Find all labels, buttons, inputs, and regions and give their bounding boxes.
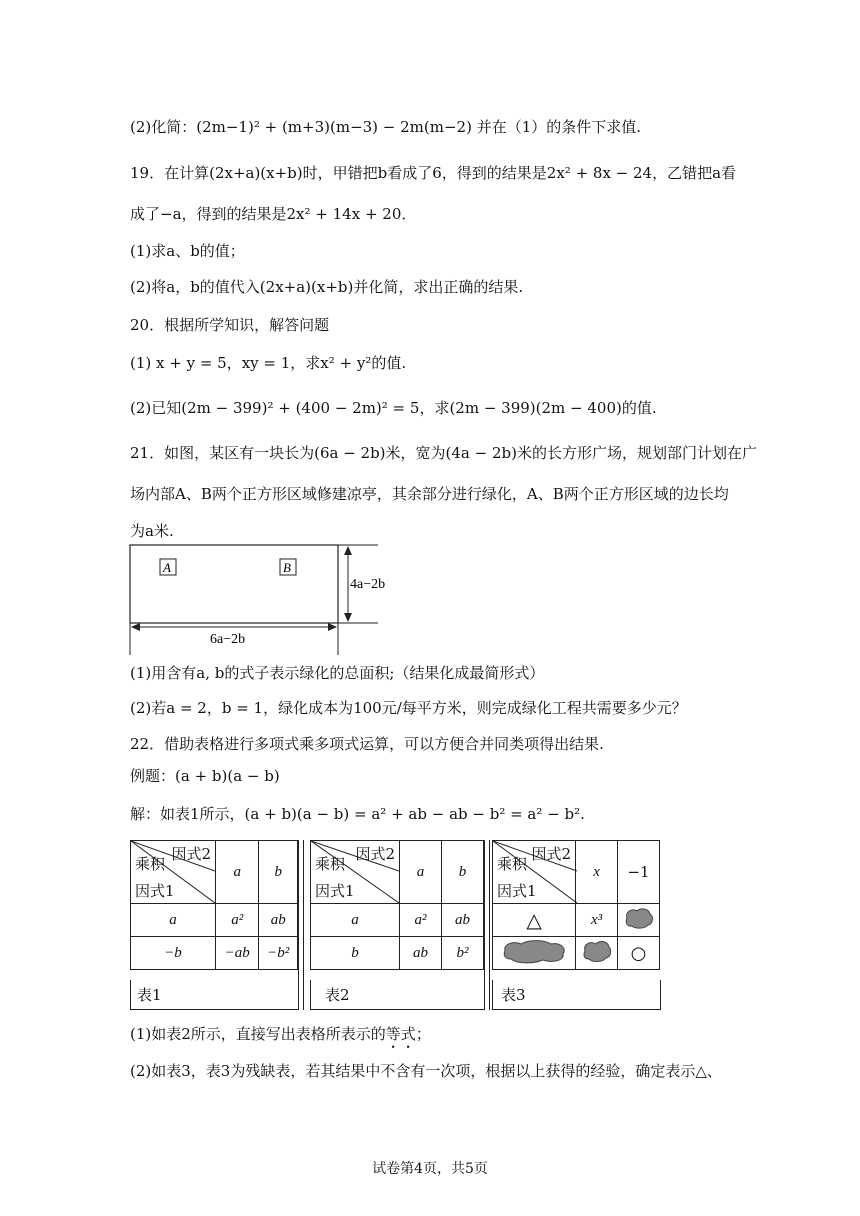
q22-part1-text: (1)如表2所示，直接写出表格所表示的 (130, 1025, 386, 1043)
q19-part1: (1)求a、b的值； (130, 242, 245, 260)
q21-line2: 场内部A、B两个正方形区域修建凉亭，其余部分进行绿化，A、B两个正方形区域的边长均 (130, 485, 729, 503)
ink-blot-icon (581, 938, 613, 964)
q22-part1-emphasis: 等式 (385, 1025, 416, 1043)
header-product: 乘积 (135, 855, 166, 873)
square-a-label: A (163, 560, 171, 575)
table-cell: b (442, 841, 484, 904)
table-divider (484, 840, 490, 1010)
q22-part2: (2)如表3，表3为残缺表，若其结果中不含有一次项，根据以上获得的经验，确定表示△、 (130, 1062, 722, 1080)
width-label: 6a−2b (210, 632, 246, 647)
q22-solution: 解：如表1所示，(a + b)(a − b) = a² + ab − ab − b² = a² − b². (130, 805, 585, 823)
page-footer: 试卷第4页，共5页 (372, 1161, 488, 1177)
table-cell: x (576, 841, 618, 904)
ink-blot-cell (493, 937, 576, 970)
circle-cell: ○ (618, 937, 660, 970)
ink-blot-cell (618, 904, 660, 937)
table-cell: a (216, 841, 259, 904)
q19-line1: 19．在计算(2x+a)(x+b)时，甲错把b看成了6，得到的结果是2x² + 8x − 24，乙错把a看 (130, 164, 737, 182)
q19-line2: 成了−a，得到的结果是2x² + 14x + 20． (130, 205, 417, 223)
header-factor1: 因式1 (135, 882, 175, 900)
height-label: 4a−2b (350, 577, 386, 592)
triangle-cell: △ (493, 904, 576, 937)
table-1 (130, 840, 298, 970)
header-factor1: 因式1 (497, 882, 537, 900)
table-2-header (311, 841, 400, 904)
table-cell: a (311, 904, 400, 937)
table-1-header (131, 841, 216, 904)
table-2 (310, 840, 484, 970)
q22-part1-end: ； (415, 1025, 431, 1043)
table-cell: ab (259, 904, 298, 937)
q21-part2: (2)若a = 2，b = 1，绿化成本为100元/每平方米，则完成绿化工程共需要多少元？ (130, 699, 687, 717)
table-3-header (493, 841, 576, 904)
table-cell: ab (400, 937, 442, 970)
table-1-caption: 表1 (130, 980, 299, 1010)
table-3 (492, 840, 660, 970)
table-cell: a (131, 904, 216, 937)
q20-part1: (1) x + y = 5，xy = 1，求x² + y²的值. (130, 354, 407, 372)
table-cell: b (259, 841, 298, 904)
plaza-diagram (128, 543, 398, 658)
q21-part1: (1)用含有a, b的式子表示绿化的总面积;（结果化成最简形式） (130, 664, 545, 682)
header-factor2: 因式2 (355, 845, 395, 863)
table-cell: a (400, 841, 442, 904)
q22-title: 22．借助表格进行多项式乘多项式运算，可以方便合并同类项得出结果. (130, 735, 604, 753)
table-cell: b² (442, 937, 484, 970)
header-factor2: 因式2 (171, 845, 211, 863)
header-factor2: 因式2 (531, 845, 572, 863)
q20-title: 20．根据所学知识，解答问题 (130, 316, 330, 334)
table-2-caption: 表2 (310, 980, 485, 1010)
table-divider (298, 840, 304, 1010)
table-cell: −1 (618, 841, 660, 904)
table-3-caption: 表3 (492, 980, 661, 1010)
table-cell: ab (442, 904, 484, 937)
header-factor1: 因式1 (315, 882, 355, 900)
q22-example: 例题：(a + b)(a − b) (130, 767, 280, 785)
table-cell: a² (216, 904, 259, 937)
q18-part2: (2)化简：(2m−1)² + (m+3)(m−3) − 2m(m−2) 并在（1）的条件下求值. (130, 118, 642, 136)
table-cell: b (311, 937, 400, 970)
q21-line3: 为a米. (130, 522, 174, 540)
ink-blot-icon (501, 937, 567, 965)
table-cell: −b (131, 937, 216, 970)
table-cell: −ab (216, 937, 259, 970)
header-product: 乘积 (497, 855, 528, 873)
q20-part2: (2)已知(2m − 399)² + (400 − 2m)² = 5，求(2m − 399)(2m − 400)的值. (130, 399, 657, 417)
q19-part2: (2)将a，b的值代入(2x+a)(x+b)并化简，求出正确的结果. (130, 278, 524, 296)
header-product: 乘积 (315, 855, 346, 873)
q22-part1 (130, 1023, 431, 1052)
square-b-label: B (283, 560, 291, 575)
q21-line1: 21．如图，某区有一块长为(6a − 2b)米，宽为(4a − 2b)米的长方形广场，规划部门计划在广 (130, 444, 757, 462)
ink-blot-icon (623, 906, 655, 930)
ink-blot-cell (576, 937, 618, 970)
table-cell: −b² (259, 937, 298, 970)
table-cell: a² (400, 904, 442, 937)
table-cell: x³ (576, 904, 618, 937)
